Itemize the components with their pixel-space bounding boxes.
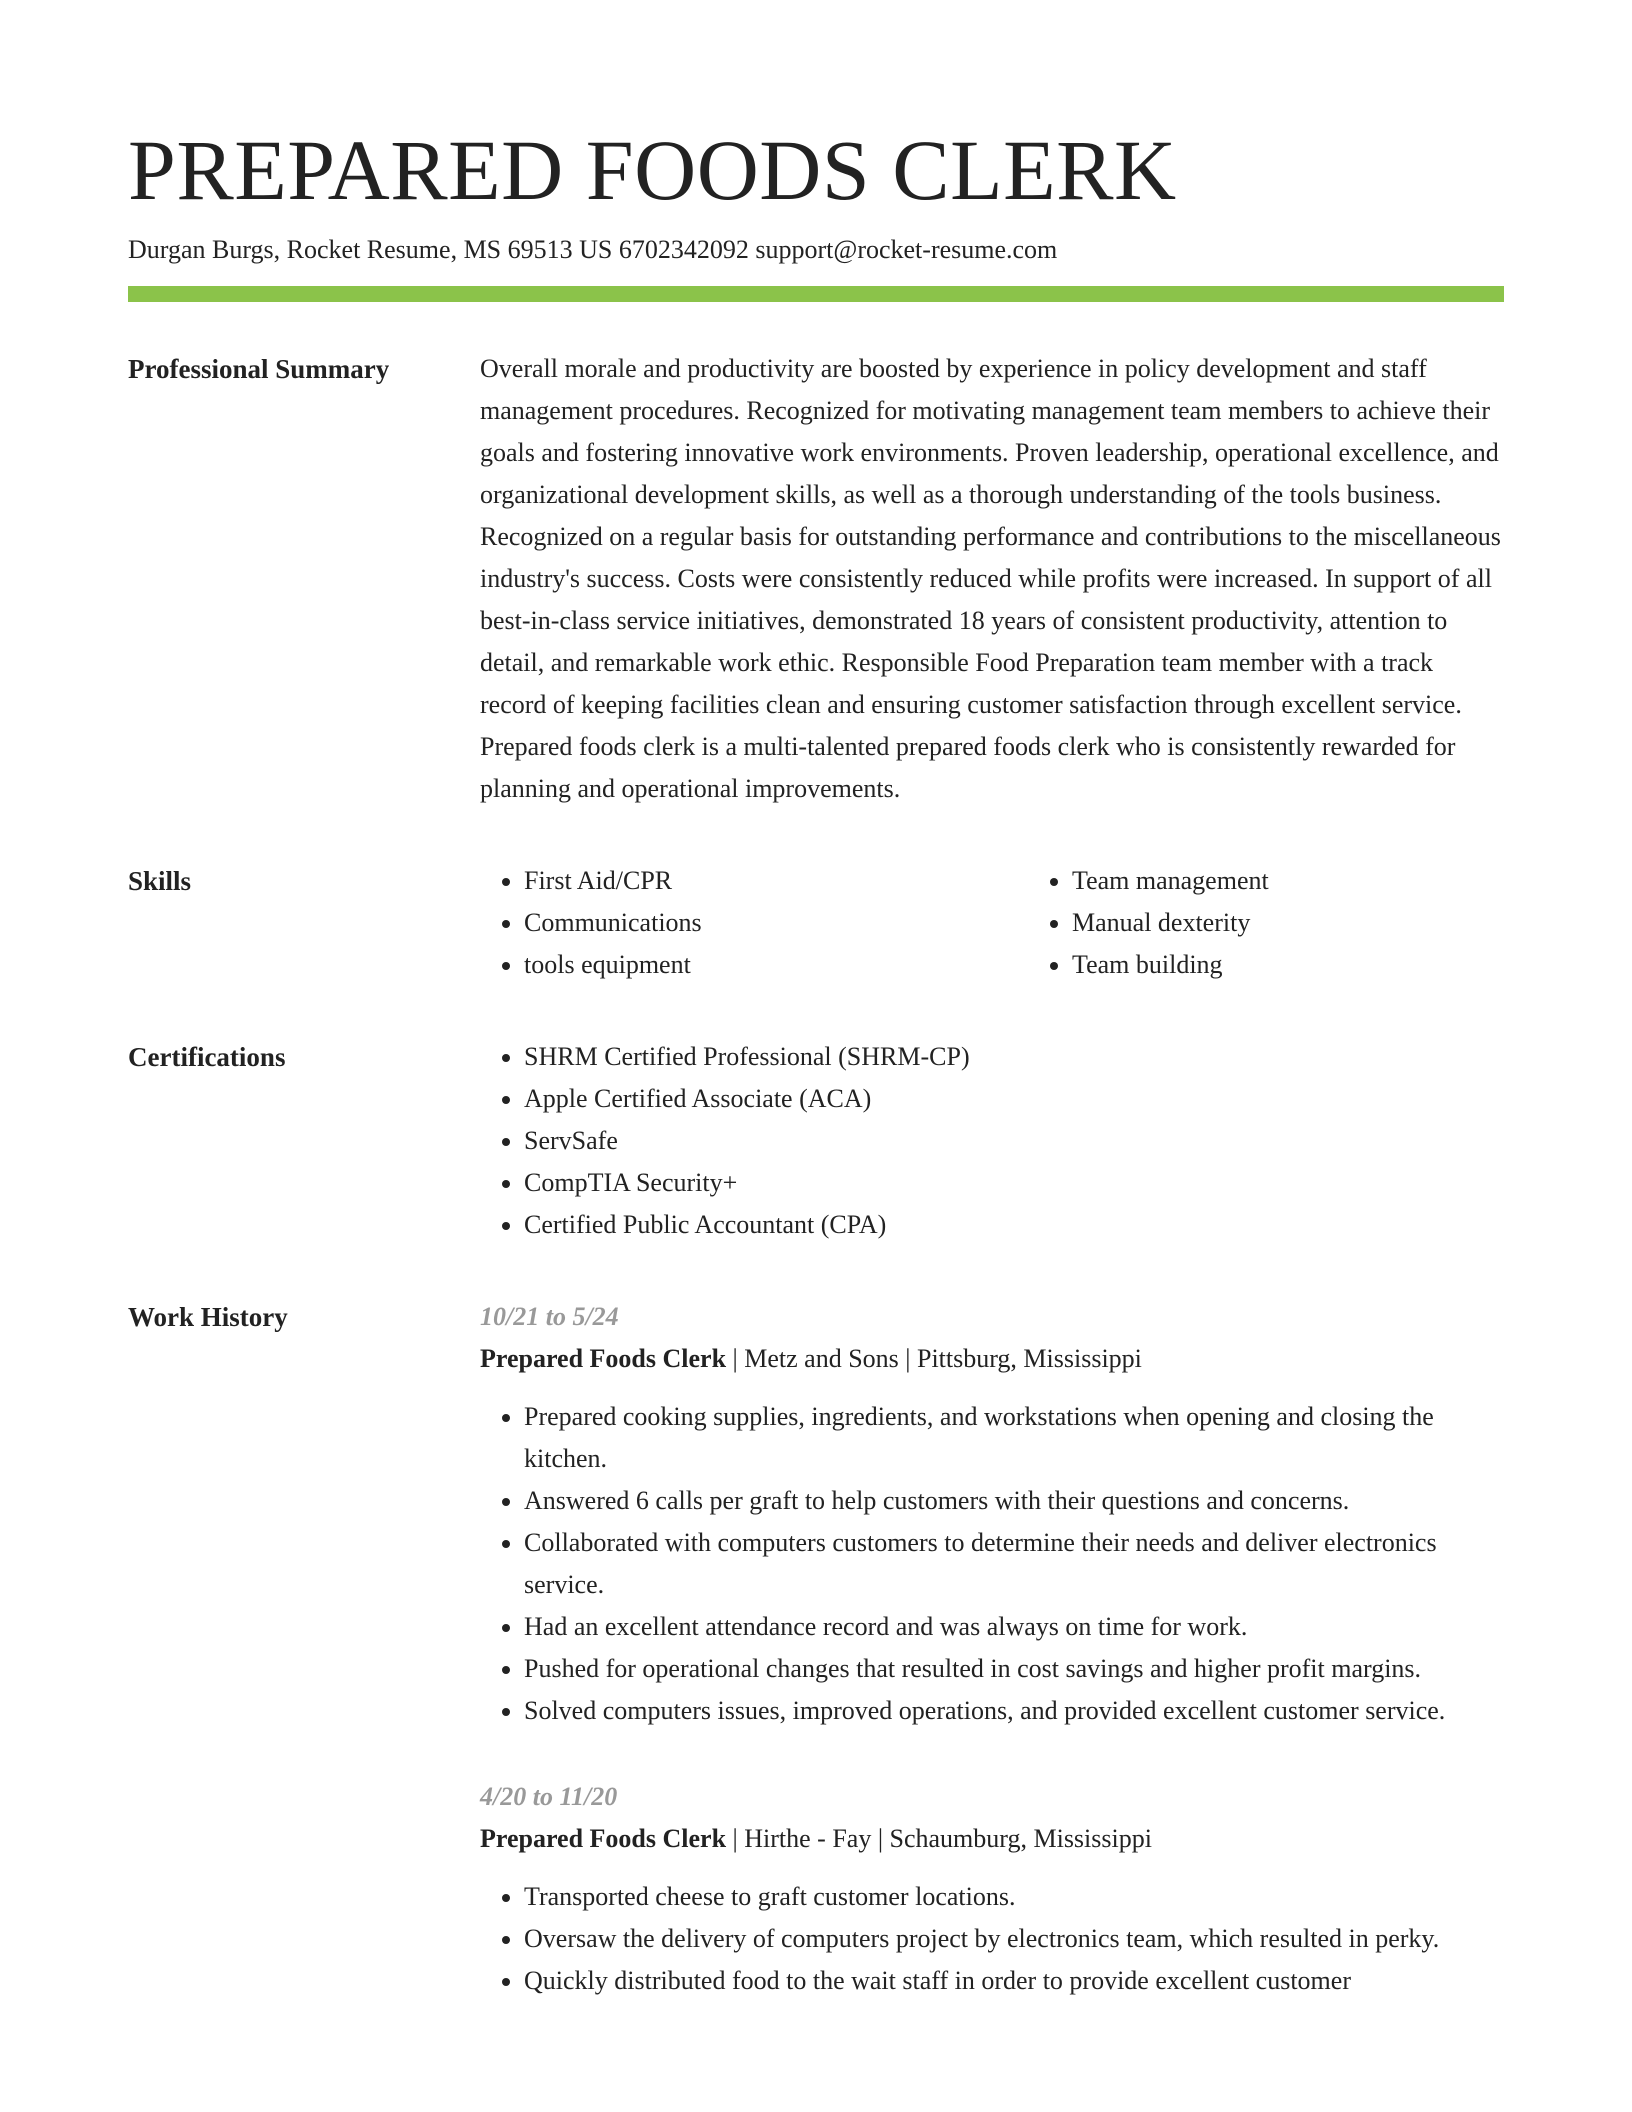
job-title-line [480,1338,1504,1380]
summary-text: Overall morale and productivity are boosted by experience in policy development and staff management procedures. Recognized for motivating management team members to achieve their goals and fostering innovative work environments. Proven leadership, operational excellence, and organizational development skills, as well as a thorough understanding of the tools business. Recognized on a regular basis for outstanding performance and contributions to the miscellaneous industry's success. Costs were consistently reduced while profits were increased. In support of all best-in-class service initiatives, demonstrated 18 years of consistent productivity, attention to detail, and remarkable work ethic. Responsible Food Preparation team member with a track record of keeping facilities clean and ensuring customer satisfaction through excellent service. Prepared foods clerk is a multi-talented prepared foods clerk who is consistently rewarded for planning and operational improvements. [480,354,1501,803]
job-entry [480,1776,1504,2002]
section-certifications [128,1036,1504,1246]
skills-list-right [1028,860,1576,986]
job-bullet: • Pushed for operational changes that resulted in cost savings and higher profit margins. [524,1648,1504,1690]
certification-item: • ServSafe [524,1120,1504,1162]
skills-list-left [480,860,1028,986]
job-employer-location: | Metz and Sons | Pittsburg, Mississippi [726,1344,1142,1373]
section-skills [128,860,1504,986]
job-bullets [480,1396,1504,1732]
job-title-line [480,1818,1504,1860]
job-bullet: • Quickly distributed food to the wait staff in order to provide excellent customer [524,1960,1504,2002]
job-bullet: • Collaborated with computers customers to determine their needs and deliver electronics service. [524,1522,1504,1606]
skill-item: • Manual dexterity [1072,902,1576,944]
certification-item: • SHRM Certified Professional (SHRM-CP) [524,1036,1504,1078]
job-title: Prepared Foods Clerk [480,1824,727,1853]
job-bullet: • Had an excellent attendance record and was always on time for work. [524,1606,1504,1648]
job-bullet: • Answered 6 calls per graft to help customers with their questions and concerns. [524,1480,1504,1522]
skills-grid [480,860,1576,986]
section-work-history [128,1296,1504,2046]
job-title: Prepared Foods Clerk [480,1344,727,1373]
section-professional-summary [128,348,1504,810]
skill-item: • Team management [1072,860,1576,902]
section-label-work-history: Work History [128,1302,288,1332]
skill-item: • tools equipment [524,944,1028,986]
job-dates: 10/21 to 5/24 [480,1302,619,1331]
certification-item: • Certified Public Accountant (CPA) [524,1204,1504,1246]
skill-item: • Communications [524,902,1028,944]
job-bullet: • Transported cheese to graft customer locations. [524,1876,1504,1918]
certifications-list [480,1036,1504,1246]
job-entry [480,1296,1504,1732]
job-bullet: • Prepared cooking supplies, ingredients, and workstations when opening and closing the kitchen. [524,1396,1504,1480]
job-bullet: • Solved computers issues, improved operations, and provided excellent customer service. [524,1690,1504,1732]
resume-title: PREPARED FOODS CLERK [128,122,1177,218]
resume-page [128,118,1504,2046]
job-bullet: • Oversaw the delivery of computers project by electronics team, which resulted in perky. [524,1918,1504,1960]
certification-item: • CompTIA Security+ [524,1162,1504,1204]
contact-line: Durgan Burgs, Rocket Resume, MS 69513 US 6702342092 support@rocket-resume.com [128,235,1058,264]
job-employer-location: | Hirthe - Fay | Schaumburg, Mississippi [726,1824,1152,1853]
skill-item: • Team building [1072,944,1576,986]
certification-item: • Apple Certified Associate (ACA) [524,1078,1504,1120]
skill-item: • First Aid/CPR [524,860,1028,902]
job-bullets [480,1876,1504,2002]
accent-divider [128,286,1504,302]
job-dates: 4/20 to 11/20 [480,1782,618,1811]
section-label-skills: Skills [128,866,192,896]
section-label-summary: Professional Summary [128,354,390,384]
section-label-certifications: Certifications [128,1042,286,1072]
